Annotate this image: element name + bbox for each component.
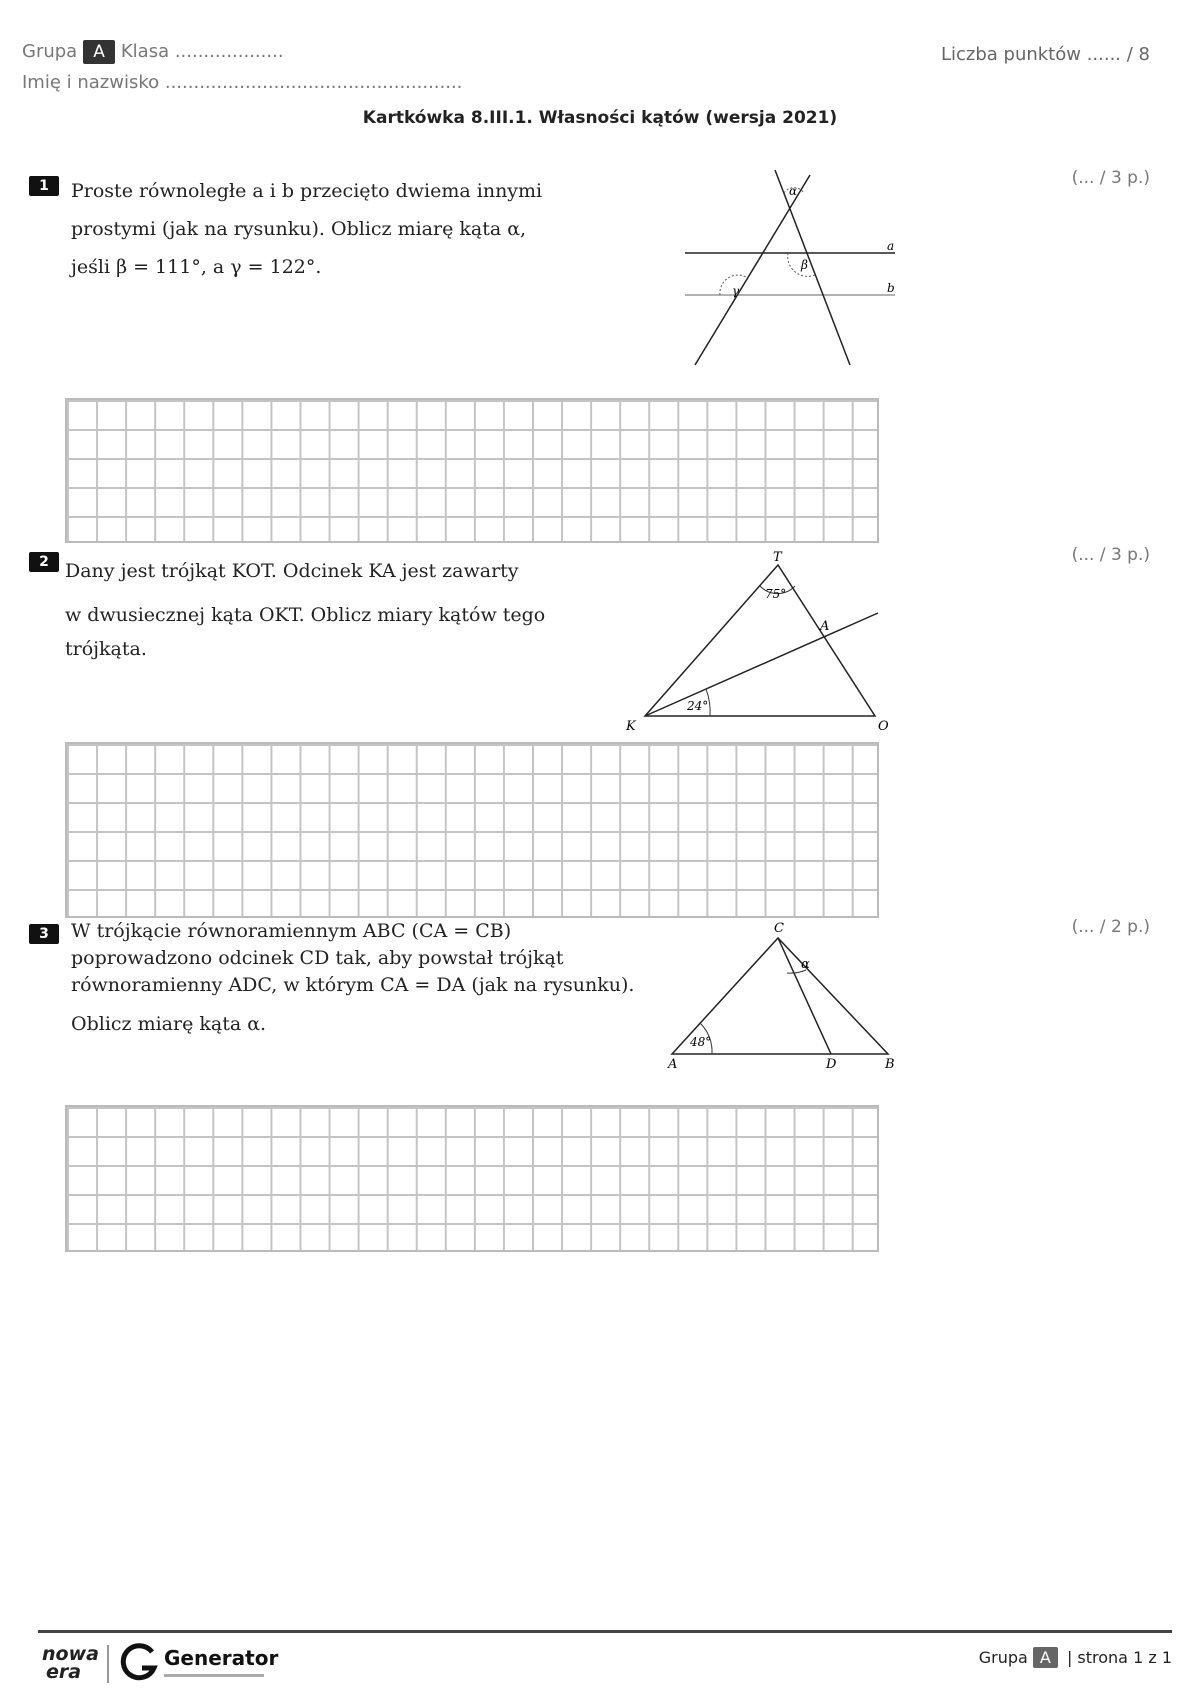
q3-line-3: równoramienny ADC, w którym CA = DA (jak na rysunku). <box>71 974 635 996</box>
label-angle-t: 75° <box>765 587 787 601</box>
svg-text:nowa: nowa <box>42 1643 99 1665</box>
label-angle-k: 24° <box>687 699 709 713</box>
footer-divider <box>38 1630 1172 1633</box>
group-badge: A <box>83 40 115 64</box>
q3-line-2: poprowadzono odcinek CD tak, aby powstał trójkąt <box>71 947 564 969</box>
answer-grid-1[interactable] <box>65 398 879 543</box>
question-3-text <box>71 918 634 1038</box>
q1-line-2: prostymi (jak na rysunku). Oblicz miarę kąta α, <box>71 218 527 240</box>
q2-line-1: Dany jest trójkąt KOT. Odcinek KA jest zawarty <box>65 560 519 582</box>
header-group-class <box>22 40 284 64</box>
figure-3-triangle-abc <box>660 918 900 1068</box>
transversal-right <box>775 170 850 365</box>
label-b: B <box>885 1057 895 1068</box>
points-total: Liczba punktów ...... / 8 <box>940 44 1150 65</box>
label-a: A <box>668 1057 678 1068</box>
q3-line-4: Oblicz miarę kąta α. <box>71 1013 267 1035</box>
label-a: A <box>820 619 830 634</box>
question-number-1: 1 <box>29 176 59 196</box>
q1-line-3: jeśli β = 111°, a γ = 122°. <box>71 256 322 278</box>
generator-g-icon <box>120 1642 160 1686</box>
q1-line-1: Proste równoległe a i b przecięto dwiema innymi <box>71 180 543 202</box>
page-title: Kartkówka 8.III.1. Własności kątów (wersja 2021) <box>362 108 838 128</box>
label-k: K <box>626 719 636 734</box>
figure-2-triangle-kot <box>620 548 900 738</box>
label-gamma: γ <box>732 284 740 298</box>
footer-group-badge: A <box>1033 1647 1058 1668</box>
label-line-b: b <box>887 281 895 295</box>
bisector-ka <box>645 613 878 716</box>
triangle-kot <box>645 565 875 716</box>
question-number-3: 3 <box>29 924 59 944</box>
label-alpha: α <box>801 957 810 972</box>
svg-text:era: era <box>46 1661 82 1683</box>
label-alpha: α <box>789 184 798 198</box>
q3-line-1: W trójkącie równoramiennym ABC (CA = CB) <box>71 920 512 942</box>
question-3-points: (... / 2 p.) <box>1071 917 1150 937</box>
question-number-2: 2 <box>29 552 59 572</box>
q2-line-3: trójkąta. <box>65 638 147 660</box>
generator-logo-text: Generator <box>164 1646 279 1670</box>
footer-page-info <box>979 1647 1172 1668</box>
label-o: O <box>878 719 889 734</box>
generator-logo <box>120 1642 280 1686</box>
q2-line-2: w dwusiecznej kąta OKT. Oblicz miary kątów tego <box>65 604 546 626</box>
answer-grid-2[interactable] <box>65 742 879 918</box>
segment-cd <box>778 938 831 1054</box>
question-1-points: (... / 3 p.) <box>1071 168 1150 188</box>
logo-separator <box>107 1645 109 1683</box>
class-field: Klasa ................... <box>120 41 284 62</box>
label-angle-a: 48° <box>690 1035 712 1049</box>
footer-group-label: Grupa <box>978 1648 1028 1667</box>
question-2-points: (... / 3 p.) <box>1071 545 1150 565</box>
label-beta: β <box>801 258 808 272</box>
label-c: C <box>774 921 784 936</box>
figure-1-parallel-lines <box>680 165 900 375</box>
label-line-a: a <box>887 239 895 253</box>
answer-grid-3[interactable] <box>65 1105 879 1252</box>
name-field: Imię i nazwisko .................................................... <box>22 72 463 93</box>
label-d: D <box>826 1057 837 1068</box>
group-label: Grupa <box>22 41 78 62</box>
question-2-text <box>65 552 545 668</box>
nowa-era-logo <box>40 1640 100 1684</box>
footer-page-number: | strona 1 z 1 <box>1066 1648 1172 1667</box>
question-1-text <box>71 172 542 286</box>
transversal-left <box>695 175 810 365</box>
label-t: T <box>773 550 782 565</box>
